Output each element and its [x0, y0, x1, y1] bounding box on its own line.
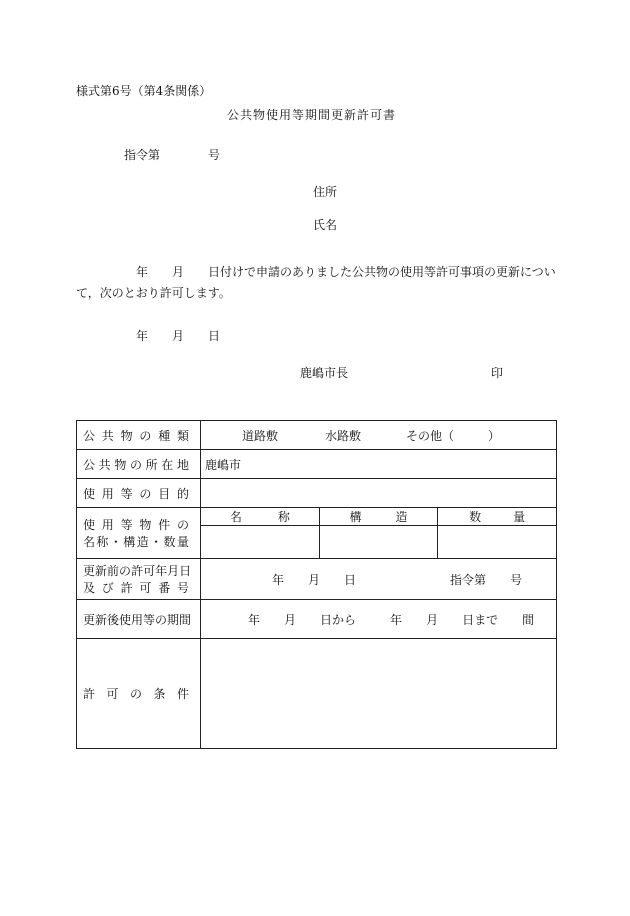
date-day: 日 [208, 329, 221, 343]
table-row [77, 600, 557, 639]
date-year: 年 [136, 329, 149, 343]
period-month-1: 月 [284, 612, 297, 627]
structure-value-cell [319, 526, 437, 559]
directive-label: 指令第 [124, 148, 161, 162]
address-label: 住所 [313, 185, 338, 199]
object-grid-cell [201, 508, 557, 559]
permit-table [76, 420, 557, 749]
signer: 鹿嶋市長 [300, 366, 349, 380]
seal-mark: 印 [491, 366, 504, 380]
type-label-cell [77, 421, 201, 450]
purpose-label: 使 用 等 の 目 的 [83, 486, 189, 501]
option-other-close: ） [488, 428, 501, 443]
location-label: 公 共 物 の 所 在 地 [83, 457, 189, 472]
table-row [77, 479, 557, 508]
name-value-cell [201, 526, 319, 559]
conditions-label: 許 可 の 条 件 [83, 687, 189, 701]
column-quantity: 数 量 [438, 508, 556, 526]
table-row [77, 639, 557, 749]
table-row [77, 421, 557, 450]
period-year-1: 年 [248, 612, 261, 627]
option-road: 道路敷 [242, 428, 279, 443]
location-label-cell [77, 450, 201, 479]
form-number: 様式第6号（第4条関係） [76, 84, 212, 98]
conditions-label-cell [77, 639, 201, 749]
period-from: 日から [320, 612, 357, 627]
location-value-cell [201, 450, 557, 479]
table-row [77, 450, 557, 479]
period-value-cell [201, 600, 557, 639]
prev-day: 日 [344, 572, 357, 587]
type-label: 公 共 物 の 種 類 [83, 428, 189, 443]
table-row [77, 508, 557, 559]
quantity-value-cell [438, 526, 556, 559]
document-title: 公共物使用等期間更新許可書 [227, 108, 397, 122]
period-until: 日まで [462, 612, 499, 627]
body-text: 日付けで申請のありました公共物の使用等許可事項の更新につい [208, 265, 556, 279]
previous-permit-value-cell [201, 559, 557, 600]
prev-number: 号 [510, 572, 523, 587]
previous-permit-label: 更 新 前 の 許 可 年 月 日 及 び 許 可 番 号 [83, 564, 192, 595]
body-line-1 [136, 265, 556, 279]
period-unit: 間 [522, 612, 535, 627]
conditions-value-cell [201, 639, 557, 749]
purpose-value-cell [201, 479, 557, 508]
purpose-label-cell [77, 479, 201, 508]
date-month: 月 [172, 329, 185, 343]
directive-number-line [124, 148, 220, 162]
prev-year: 年 [272, 572, 285, 587]
body-line-2: て，次のとおり許可します。 [76, 286, 231, 300]
body-year: 年 [136, 265, 149, 279]
object-grid [201, 508, 556, 558]
number-label: 号 [208, 148, 221, 162]
location-value: 鹿嶋市 [205, 457, 242, 472]
option-waterway: 水路敷 [325, 428, 362, 443]
period-label: 更新後使用等の期間 [83, 612, 192, 627]
object-label-cell [77, 508, 201, 559]
prev-directive: 指令第 [450, 572, 487, 587]
prev-month: 月 [308, 572, 321, 587]
previous-permit-label-cell [77, 559, 201, 600]
column-name: 名 称 [201, 508, 319, 526]
option-other: その他（ [406, 428, 455, 443]
issue-date [136, 329, 220, 343]
period-month-2: 月 [426, 612, 439, 627]
table-row [77, 559, 557, 600]
period-year-2: 年 [390, 612, 403, 627]
column-structure: 構 造 [319, 508, 437, 526]
name-label: 氏名 [313, 218, 338, 232]
object-label: 使 用 等 物 件 の 名 称 ・ 構 造 ・ 数 量 [83, 518, 189, 549]
type-options-cell [201, 421, 557, 450]
body-month: 月 [172, 265, 185, 279]
period-label-cell [77, 600, 201, 639]
